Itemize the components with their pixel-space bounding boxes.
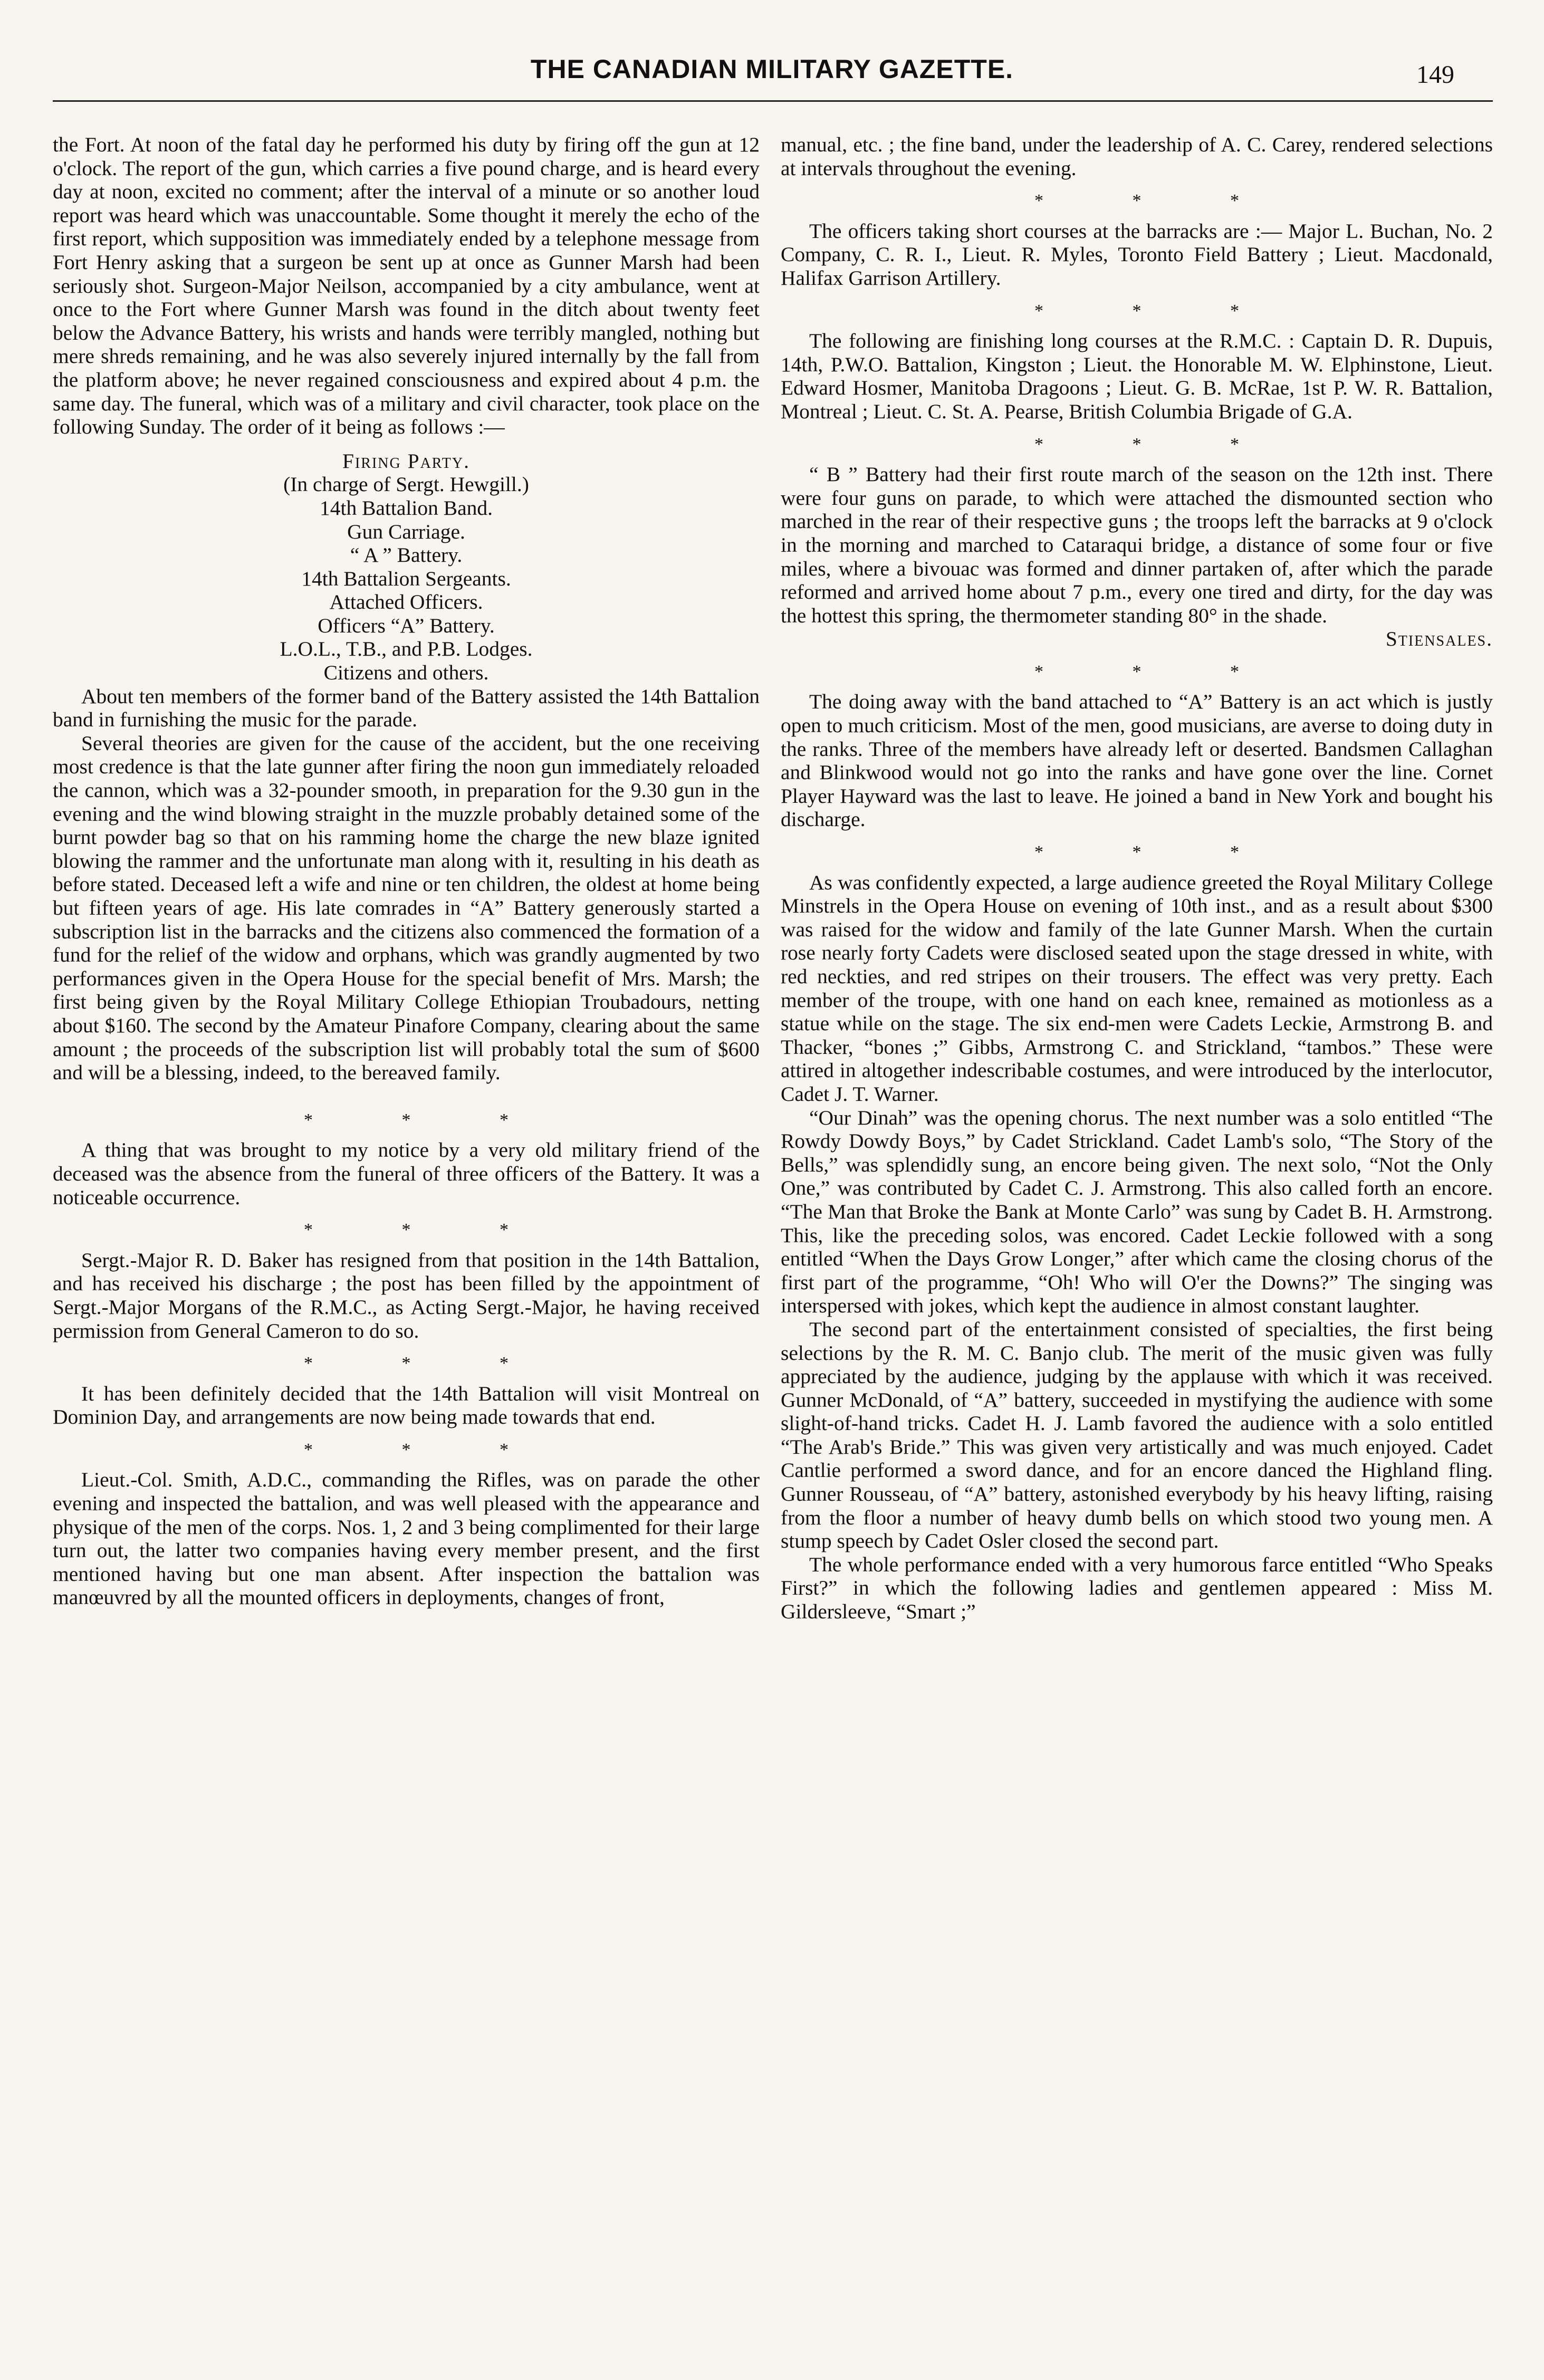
article-paragraph: The doing away with the band attached to “A” Battery is an act which is justly open to much criticism. Most of the men, good musicians, are averse to doing duty in the ranks. Three of the members have already left or deserted. Bandsmen Callaghan and Blinkwood would not go into the ranks and have gone over the line. Cornet Player Hayward was the last to leave. He joined a band in New York and bought his discharge. — [781, 690, 1493, 831]
author-signature: Stiensales. — [1385, 627, 1493, 651]
funeral-procession-list — [53, 449, 760, 685]
procession-item: “ A ” Battery. — [350, 543, 463, 567]
section-separator: * * * — [304, 1439, 551, 1460]
section-separator: * * * — [1034, 301, 1281, 321]
article-paragraph: the Fort. At noon of the fatal day he performed his duty by firing off the gun at 12 o'clock. The report of the gun, which carries a five pound charge, and is heard every day at noon, excited no comment; after the interval of a minute or so another loud report was heard which was unaccountable. Some thought it merely the echo of the first report, which supposition was immediately ended by a telephone message from Fort Henry asking that a surgeon be sent up at once as Gunner Marsh had been seriously shot. Surgeon-Major Neilson, accompanied by a city ambulance, went at once to the Fort where Gunner Marsh was found in the ditch about twenty feet below the Advance Battery, his wrists and hands were terribly mangled, nothing but mere shreds remaining, and he was also severely injured internally by the fall from the platform above; he never regained consciousness and expired about 4 p.m. the same day. The funeral, which was of a military and civil character, took place on the following Sunday. The order of it being as follows :— — [53, 133, 760, 439]
procession-item: Officers “A” Battery. — [318, 613, 495, 637]
article-paragraph: The second part of the entertainment consisted of specialties, the first being selections by the R. M. C. Banjo club. The merit of the music given was fully appreciated by the audience, judging by the applause with which it was received. Gunner McDonald, of “A” battery, succeeded in mystifying the audience with some slight-of-hand tricks. Cadet H. J. Lamb favored the audience with a solo entitled “The Arab's Bride.” This was given very artistically and was much enjoyed. Cadet Cantlie performed a sword dance, and for an encore danced the Highland fling. Gunner Rousseau, of “A” battery, astonished everybody by his heavy lifting, raising from the floor a number of heavy dumb bells on which stood two young men. A stump speech by Cadet Osler closed the second part. — [781, 1317, 1493, 1553]
section-separator: * * * — [304, 1354, 551, 1374]
procession-item: 14th Battalion Sergeants. — [301, 567, 511, 590]
left-column — [53, 133, 760, 1609]
article-paragraph: Several theories are given for the cause of the accident, but the one receiving most credence is that the late gunner after firing the noon gun immediately reloaded the cannon, which was a 32-pounder smooth, in preparation for the 9.30 gun in the evening and the wind blowing straight in the muzzle probably detained some of the burnt powder bag so that on his ramming home the charge the new blaze ignited blowing the rammer and the unfortunate man along with it, resulting in his death as before stated. Deceased left a wife and nine or ten children, the oldest at home being but fifteen years of age. His late comrades in “A” Battery generously started a subscription list in the barracks and the citizens also commenced the formation of a fund for the relief of the widow and orphans, which was grandly augmented by two performances given in the Opera House for the special benefit of Mrs. Marsh; the first being given by the Royal Military College Ethiopian Troubadours, netting about $160. The second by the Amateur Pinafore Company, clearing about the same amount ; the proceeds of the subscription list will probably total the sum of $600 and will be a blessing, indeed, to the bereaved family. — [53, 731, 760, 1085]
header-rule — [53, 100, 1493, 102]
article-paragraph: Sergt.-Major R. D. Baker has resigned from that position in the 14th Battalion, and has received his discharge ; the post has been filled by the appointment of Sergt.-Major Morgans of the R.M.C., as Acting Sergt.-Major, he having received permission from General Cameron to do so. — [53, 1248, 760, 1342]
article-paragraph: The whole performance ended with a very humorous farce entitled “Who Speaks First?” in which the following ladies and gentlemen appeared : Miss M. Gildersleeve, “Smart ;” — [781, 1552, 1493, 1624]
right-column — [781, 133, 1493, 1624]
article-paragraph: As was confidently expected, a large audience greeted the Royal Military College Minstrels in the Opera House on evening of 10th inst., and as a result about $300 was raised for the widow and family of the late Gunner Marsh. When the curtain rose nearly forty Cadets were disclosed seated upon the stage dressed in white, with red neckties, and red stripes on their trousers. The effect was very pretty. Each member of the troupe, with one hand on each knee, remained as motionless as a statue while on the stage. The six end-men were Cadets Leckie, Armstrong B. and Thacker, “bones ;” Gibbs, Armstrong C. and Strickland, “tambos.” These were attired in altogether indescribable costumes, and were introduced by the interlocutor, Cadet J. T. Warner. — [781, 870, 1493, 1106]
procession-item: 14th Battalion Band. — [319, 496, 493, 520]
article-paragraph: “Our Dinah” was the opening chorus. The next number was a solo entitled “The Rowdy Dowdy Boys,” by Cadet Strickland. Cadet Lamb's solo, “The Story of the Bells,” was splendidly sung, an encore being given. The next solo, “Not the Only One,” was contributed by Cadet C. J. Armstrong. This also called forth an encore. “The Man that Broke the Bank at Monte Carlo” was sung by Cadet B. H. Armstrong. This, like the preceding solos, was encored. Cadet Leckie followed with a song entitled “When the Days Grow Longer,” after which came the closing chorus of the first part of the programme, “Oh! Who will O'er the Downs?” The singing was interspersed with jokes, which kept the audience in almost constant laughter. — [781, 1106, 1493, 1318]
article-paragraph: The officers taking short courses at the barracks are :— Major L. Buchan, No. 2 Company, C. R. I., Lieut. R. Myles, Toronto Field Battery ; Lieut. Macdonald, Halifax Garrison Artillery. — [781, 219, 1493, 290]
procession-item: Gun Carriage. — [347, 520, 465, 543]
procession-item: L.O.L., T.B., and P.B. Lodges. — [280, 637, 533, 661]
procession-item: Attached Officers. — [329, 590, 483, 614]
procession-item: Citizens and others. — [323, 661, 489, 685]
section-separator: * * * — [304, 1110, 551, 1130]
article-paragraph: It has been definitely decided that the 14th Battalion will visit Montreal on Dominion Day, and arrangements are now being made towards that end. — [53, 1381, 760, 1429]
section-separator: * * * — [1034, 434, 1281, 454]
procession-item: Firing Party. — [342, 449, 470, 473]
section-separator: * * * — [1034, 191, 1281, 211]
article-paragraph: The following are finishing long courses at the R.M.C. : Captain D. R. Dupuis, 14th, P.W.O. Battalion, Kingston ; Lieut. the Honorable M. W. Elphinstone, Lieut. Edward Hosmer, Manitoba Dragoons ; Lieut. G. B. McRae, 1st P. W. R. Battalion, Montreal ; Lieut. C. St. A. Pearse, British Columbia Brigade of G.A. — [781, 329, 1493, 423]
article-paragraph: “ B ” Battery had their first route march of the season on the 12th inst. There were four guns on parade, to which were attached the dismounted section who marched in the rear of their respective guns ; the troops left the barracks at 9 o'clock in the morning and marched to Cataraqui bridge, a distance of some four or five miles, where a bivouac was formed and dinner partaken of, after which the parade reformed and arrived home about 7 p.m., every one tired and dirty, for the day was the hottest this spring, the thermometer standing 80° in the shade. — [781, 463, 1493, 627]
page-number: 149 — [1416, 61, 1454, 89]
section-separator: * * * — [1034, 842, 1281, 862]
section-separator: * * * — [1034, 661, 1281, 682]
section-separator: * * * — [304, 1220, 551, 1240]
article-paragraph: A thing that was brought to my notice by a very old military friend of the deceased was the absence from the funeral of three officers of the Battery. It was a noticeable occurrence. — [53, 1138, 760, 1209]
publication-title: THE CANADIAN MILITARY GAZETTE. — [530, 54, 1014, 84]
procession-item: (In charge of Sergt. Hewgill.) — [283, 473, 529, 496]
article-paragraph: Lieut.-Col. Smith, A.D.C., commanding the Rifles, was on parade the other evening and inspected the battalion, and was well pleased with the appearance and physique of the men of the corps. Nos. 1, 2 and 3 being complimented for their large turn out, the latter two companies having every member present, and the first mentioned having but one man absent. After inspection the battalion was manœuvred by all the mounted officers in deployments, changes of front, — [53, 1468, 760, 1609]
page-header — [53, 51, 1491, 98]
article-paragraph: manual, etc. ; the fine band, under the leadership of A. C. Carey, rendered selections at intervals throughout the evening. — [781, 133, 1493, 180]
article-paragraph: About ten members of the former band of the Battery assisted the 14th Battalion band in furnishing the music for the parade. — [53, 684, 760, 732]
